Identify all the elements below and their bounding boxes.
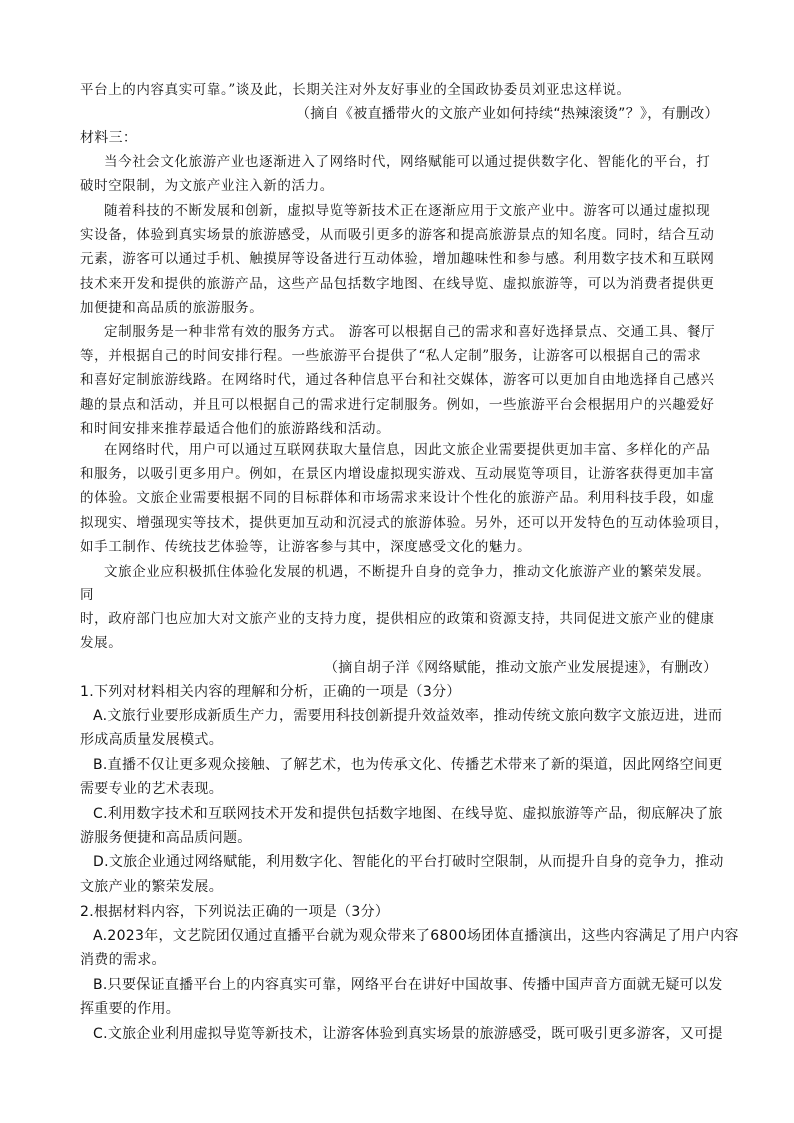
question-option-line: D.文旅企业通过网络赋能，利用数字化、智能化的平台打破时空限制，从而提升自身的竞争力，推动 [93,854,724,871]
paragraph-line: 定制服务是一种非常有效的服务方式。 游客可以根据自己的需求和喜好选择景点、交通工具、餐厅 [104,324,716,340]
question-option-line: B.只要保证直播平台上的内容真实可靠，网络平台在讲好中国故事、传播中国声音方面就无疑可以发 [93,976,723,993]
paragraph-line: 文旅企业应积极抓住体验化发展的机遇，不断提升自身的竞争力，推动文化旅游产业的繁荣发展。 [104,564,711,580]
paragraph-line: 的体验。文旅企业需要根据不同的目标群体和市场需求来设计个性化的旅游产品。利用科技手段，如虚 [80,490,715,507]
paragraph-line: 和喜好定制旅游线路。在网络时代，通过各种信息平台和社交媒体，游客可以更加自由地选择自己感兴 [80,372,715,389]
text-line: 平台上的内容真实可靠。”谈及此，长期关注对外友好事业的全国政协委员刘亚忠这样说。 [80,82,631,98]
paragraph-line: 加便捷和高品质的旅游服务。 [80,299,264,316]
source-citation: （摘自《被直播带火的文旅产业如何持续“热辣滚烫”？》，有删改） [296,106,719,122]
question-option-line: C.利用数字技术和互联网技术开发和提供包括数字地图、在线导览、虚拟旅游等产品，彻底解决了旅 [93,805,723,822]
question-option-line: 形成高质量发展模式。 [80,732,223,749]
paragraph-line: 破时空限制，为文旅产业注入新的活力。 [80,178,334,194]
question-option-line: 游服务便捷和高品质问题。 [80,830,252,846]
paragraph-line: 在网络时代，用户可以通过互联网获取大量信息，因此文旅企业需要提供更加丰富、多样化的产品 [104,442,711,458]
paragraph-line: 如手工制作、传统技艺体验等，让游客参与其中，深度感受文化的魅力。 [80,538,532,555]
question-option-line: 消费的需求。 [80,952,166,969]
question-option-line: 文旅产业的繁荣发展。 [80,878,223,895]
question-option-line: A.2023年，文艺院团仅通过直播平台就为观众带来了6800场团体直播演出，这些内容满足了用户内容 [93,928,739,944]
paragraph-line: 当今社会文化旅游产业也逐渐进入了网络时代，网络赋能可以通过提供数字化、智能化的平台，打 [104,154,711,170]
source-citation: （摘自胡子洋《网络赋能，推动文旅产业发展提速》，有删改） [324,660,718,676]
paragraph-line: 同 [80,587,95,603]
question-option-line: B.直播不仅让更多观众接触、了解艺术，也为传承文化、传播艺术带来了新的渠道，因此网络空间更 [93,756,723,773]
section-heading: 材料三： [80,130,138,146]
paragraph-line: 等，并根据自己的时间安排行程。一些旅游平台提供了“私人定制”服务，让游客可以根据自己的需求 [80,348,702,365]
paragraph-line: 拟现实、增强现实等技术，提供更加互动和沉浸式的旅游体验。另外，还可以开发特色的互动体验项目， [80,514,729,531]
question-stem: 2.根据材料内容，下列说法正确的一项是（3分） [80,904,390,920]
paragraph-line: 随着科技的不断发展和创新，虚拟导览等新技术正在逐渐应用于文旅产业中。游客可以通过虚拟现 [104,203,711,219]
question-option-line: 需要专业的艺术表现。 [80,781,223,798]
paragraph-line: 和服务，以吸引更多用户。例如，在景区内增设虚拟现实游戏、互动展览等项目，让游客获得更加丰富 [80,466,715,483]
question-stem: 1.下列对材料相关内容的理解和分析，正确的一项是（3分） [80,684,461,700]
paragraph-line: 时，政府部门也应加大对文旅产业的支持力度，提供相应的政策和资源支持，共同促进文旅产业的健康 [80,611,715,627]
question-option-line: 挥重要的作用。 [80,1001,181,1018]
paragraph-line: 发展。 [80,635,123,651]
paragraph-line: 和时间安排来推荐最适合他们的旅游路线和活动。 [80,420,391,437]
paragraph-line: 技术来开发和提供的旅游产品，这些产品包括数字地图、在线导览、虚拟旅游等，可以为消费者提供更 [80,275,715,292]
paragraph-line: 趣的景点和活动，并且可以根据自己的需求进行定制服务。例如，一些旅游平台会根据用户的兴趣爱好 [80,396,715,413]
question-option-line: A.文旅行业要形成新质生产力，需要用科技创新提升效益效率，推动传统文旅向数字文旅迈进，进而 [93,708,723,724]
question-option-line: C.文旅企业利用虚拟导览等新技术，让游客体验到真实场景的旅游感受，既可吸引更多游客，又可提 [93,1025,723,1042]
paragraph-line: 元素，游客可以通过手机、触摸屏等设备进行互动体验，增加趣味性和参与感。利用数字技术和互联网 [80,251,715,268]
paragraph-line: 实设备，体验到真实场景的旅游感受，从而吸引更多的游客和提高旅游景点的知名度。同时，结合互动 [80,227,715,244]
